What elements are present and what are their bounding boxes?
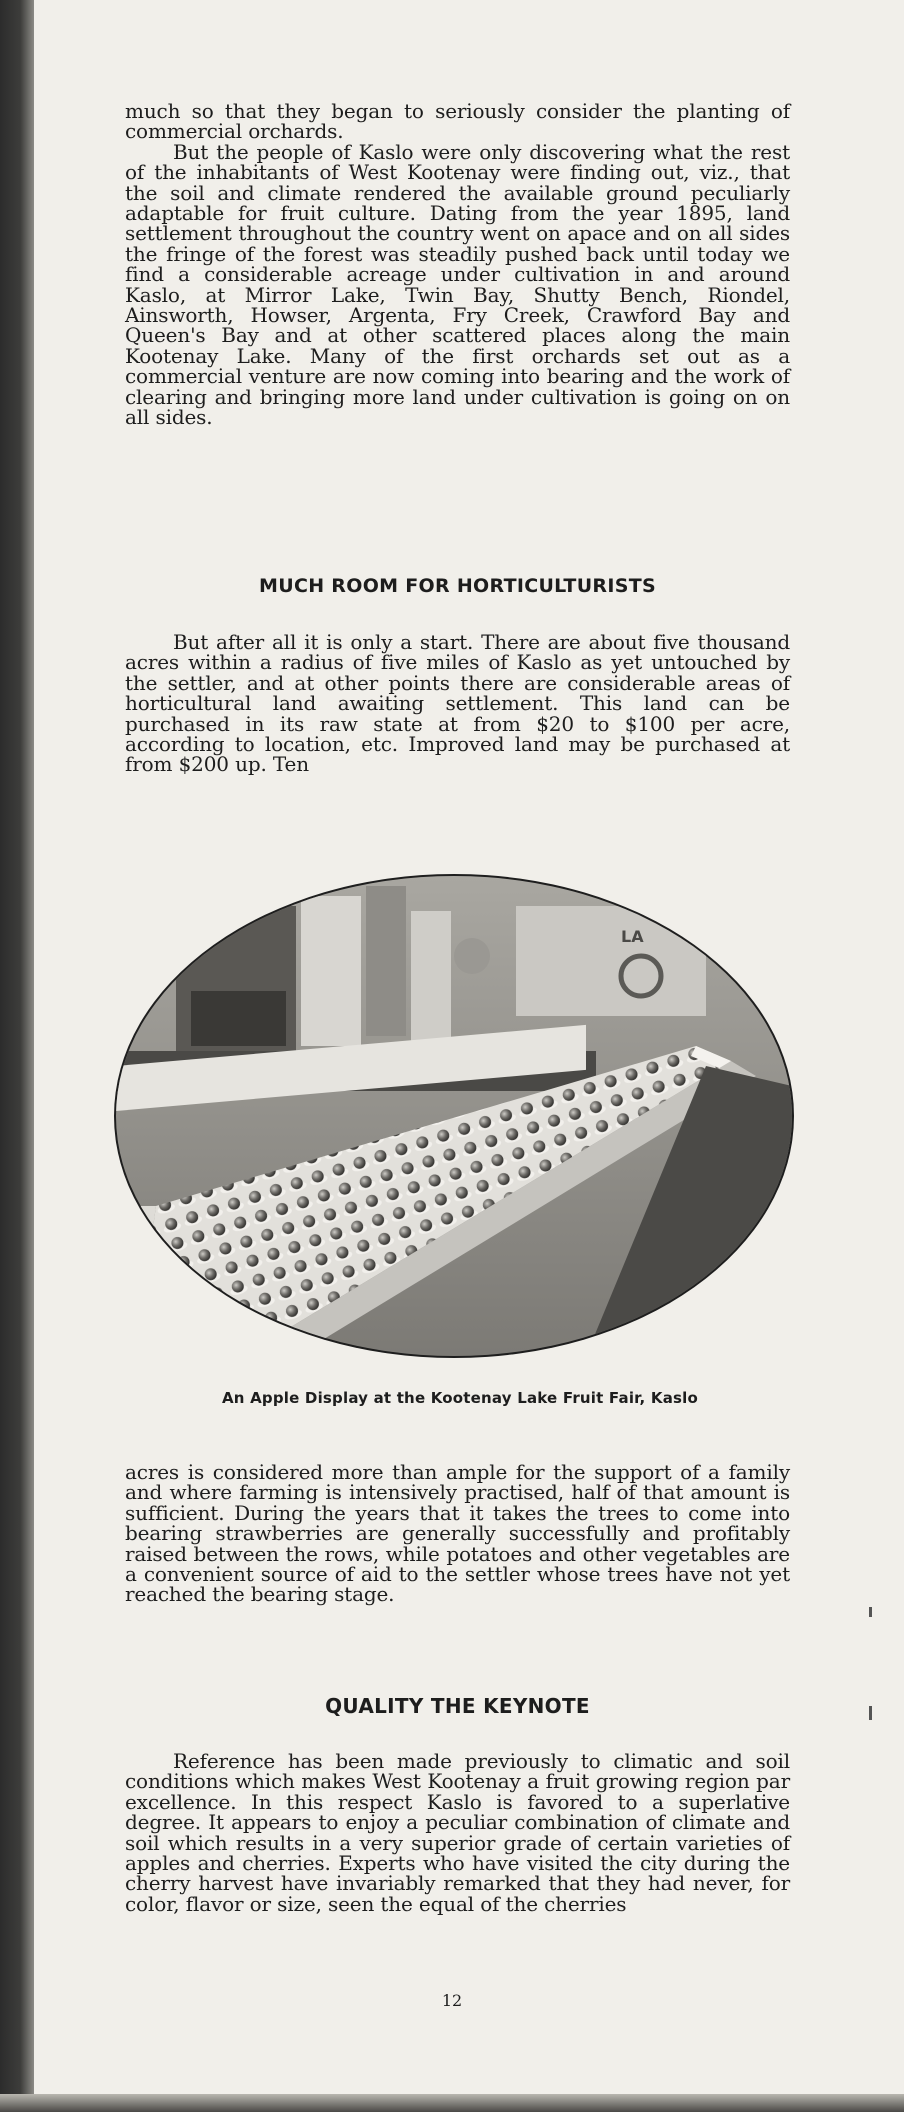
paragraph-continued: much so that they began to seriously consider the planting of commercial orchards.	[125, 99, 790, 144]
paragraph-only-a-start: But after all it is only a start. There are about five thousand acres within a radius of five miles of Kaslo as yet untouched by the settler, and at other points there are considerable areas of horticultural land awaiting settlement. This land can be purchased in its raw state at from $20 to $100 per acre, according to location, etc. Improved land may be purchased at from $200 up. Ten	[125, 630, 790, 777]
paper-edge-mark	[869, 1607, 872, 1617]
photo-caption: An Apple Display at the Kootenay Lake Fruit Fair, Kaslo	[221, 1389, 698, 1407]
heading-block-1	[125, 575, 790, 597]
apple-display-photo	[116, 876, 792, 1356]
paragraph-reference-climatic: Reference has been made previously to climatic and soil conditions which makes West Kootenay a fruit growing region par excellence. In this respect Kaslo is favored to a superlative degree. It appears to enjoy a peculiar combination of climate and soil which results in a very superior grade of certain varieties of apples and cherries. Experts who have visited the city during the cherry harvest have invariably remarked that they had never, for color, flavor or size, seen the equal of the cherries	[125, 1749, 790, 1916]
section-heading-quality: QUALITY THE KEYNOTE	[325, 1694, 590, 1718]
page-number: 12	[441, 1991, 463, 2010]
paragraph-ten-acres: acres is considered more than ample for the support of a family and where farming is intensively practised, half of that amount is sufficient. During the years that it takes the trees to come into bearing strawberries are generally successfully and profitably raised between the rows, while potatoes and other vegetables are a convenient source of aid to the settler whose trees have not yet reached the bearing stage.	[125, 1460, 790, 1607]
paper-edge-mark	[869, 1706, 872, 1720]
middle-text-block	[125, 632, 790, 775]
paragraph-kaslo-discovery: But the people of Kaslo were only discovering what the rest of the inhabitants of West Kootenay were finding out, viz., that the soil and climate rendered the available ground peculiarly adaptable for fruit culture. Dating from the year 1895, land settlement throughout the country went on apace and on all sides the fringe of the forest was steadily pushed back until today we find a considerable acreage under cultivation in and around Kaslo, at Mirror Lake, Twin Bay, Shutty Bench, Riondel, Ainsworth, Howser, Argenta, Fry Creek, Crawford Bay and Queen's Bay and at other scattered places along the main Kootenay Lake. Many of the first orchards set out as a commercial venture are now coming into bearing and the work of clearing and bringing more land under cultivation is going on on all sides.	[125, 139, 790, 430]
top-text-block	[125, 101, 790, 428]
book-bottom-edge	[0, 2094, 904, 2112]
photo-sign-text: LA	[621, 927, 644, 946]
bottom-text-block	[125, 1751, 790, 1914]
after-photo-text-block	[125, 1462, 790, 1605]
book-spine-shadow	[0, 0, 34, 2112]
section-heading-horticulturists: MUCH ROOM FOR HORTICULTURISTS	[259, 575, 656, 597]
heading-block-2	[125, 1694, 790, 1718]
